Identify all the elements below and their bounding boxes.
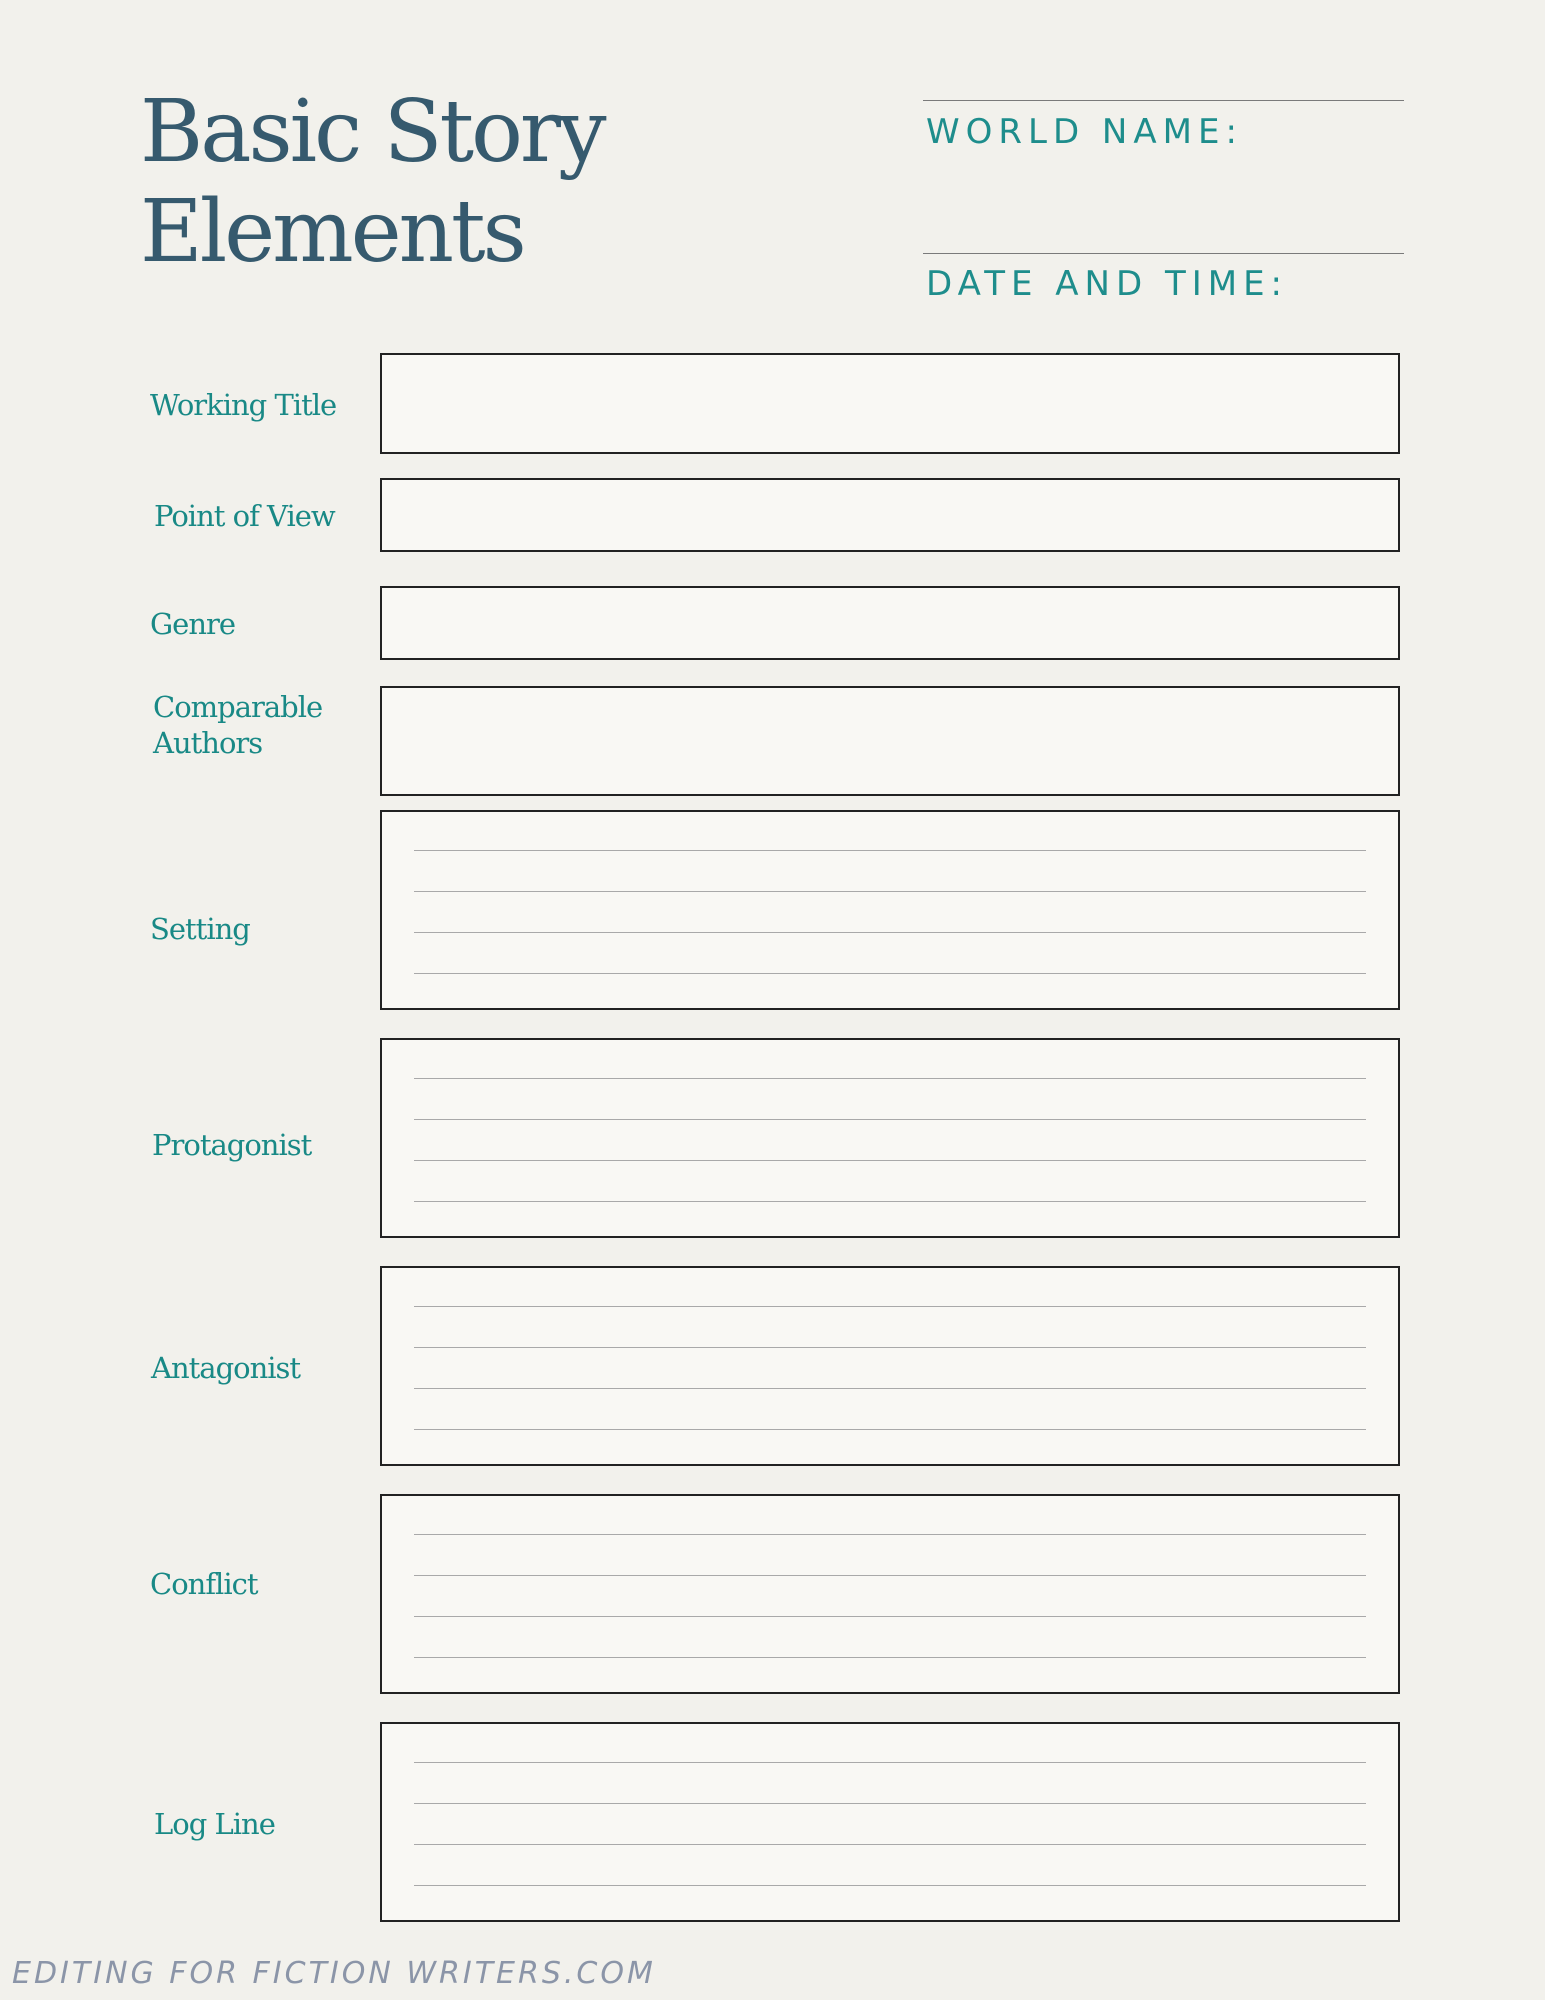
working-title-label: Working Title (150, 388, 337, 422)
antagonist-field[interactable] (380, 1266, 1400, 1466)
writing-line (414, 891, 1366, 892)
protagonist-label: Protagonist (152, 1128, 312, 1162)
writing-line (414, 1347, 1366, 1348)
setting-label: Setting (150, 912, 250, 946)
writing-line (414, 973, 1366, 974)
writing-line (414, 1306, 1366, 1307)
title-line-2: Elements (140, 182, 524, 282)
writing-line (414, 1388, 1366, 1389)
writing-line (414, 1844, 1366, 1845)
writing-line (414, 932, 1366, 933)
writing-line (414, 1762, 1366, 1763)
protagonist-field[interactable] (380, 1038, 1400, 1238)
writing-line (414, 1160, 1366, 1161)
antagonist-label: Antagonist (151, 1351, 301, 1385)
writing-line (414, 1657, 1366, 1658)
writing-line (414, 850, 1366, 851)
working-title-field[interactable] (380, 353, 1400, 454)
writing-line (414, 1803, 1366, 1804)
date-time-rule (923, 253, 1404, 254)
conflict-field[interactable] (380, 1494, 1400, 1694)
genre-label: Genre (150, 607, 236, 641)
writing-line (414, 1885, 1366, 1886)
comparable-authors-field[interactable] (380, 686, 1400, 796)
log-line-label: Log Line (154, 1807, 275, 1841)
writing-line (414, 1616, 1366, 1617)
writing-line (414, 1534, 1366, 1535)
writing-line (414, 1575, 1366, 1576)
log-line-field[interactable] (380, 1722, 1400, 1922)
writing-line (414, 1429, 1366, 1430)
comparable-authors-label (153, 689, 363, 761)
title-line-1: Basic Story (140, 82, 604, 182)
point-of-view-field[interactable] (380, 478, 1400, 552)
point-of-view-label: Point of View (154, 499, 335, 533)
comparable-authors-label-line-2: Authors (153, 726, 263, 760)
world-name-label: WORLD NAME: (926, 112, 1243, 152)
writing-line (414, 1078, 1366, 1079)
genre-field[interactable] (380, 586, 1400, 660)
page-title (140, 82, 604, 282)
setting-field[interactable] (380, 810, 1400, 1010)
writing-line (414, 1119, 1366, 1120)
comparable-authors-label-line-1: Comparable (153, 690, 323, 724)
conflict-label: Conflict (150, 1567, 258, 1601)
date-time-label: DATE AND TIME: (926, 264, 1289, 304)
writing-line (414, 1201, 1366, 1202)
world-name-rule (923, 100, 1404, 101)
footer-website: EDITING FOR FICTION WRITERS.COM (12, 1956, 656, 1991)
